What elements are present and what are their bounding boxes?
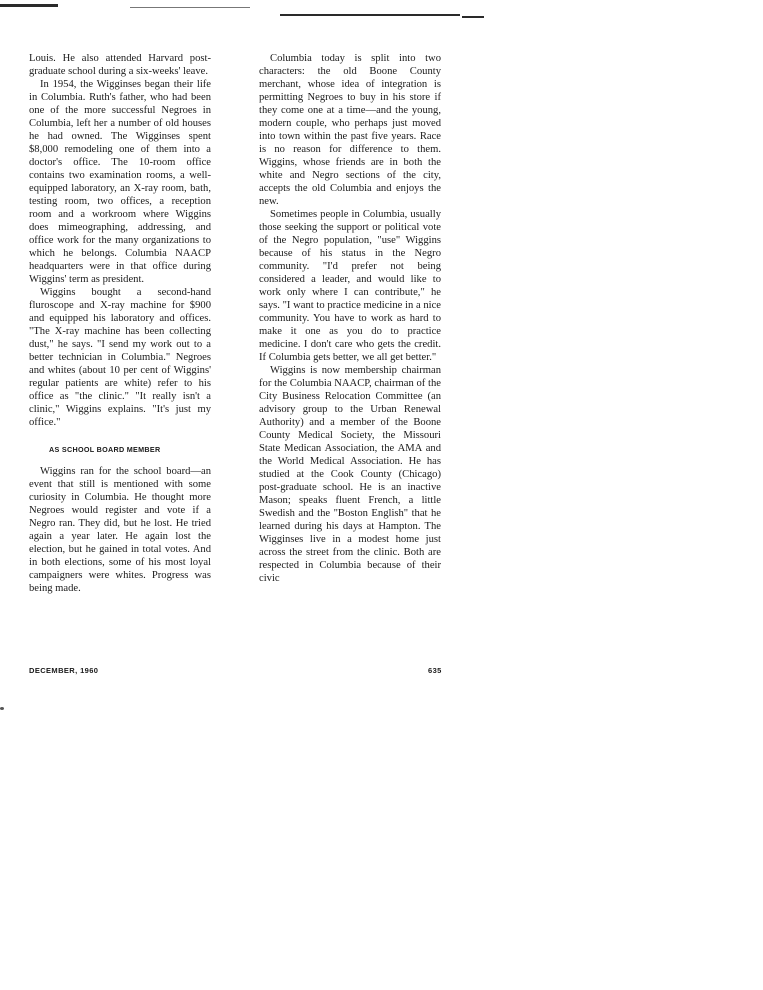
paragraph: Columbia today is split into two characters: the old Boone County merchant, whose idea of integration is permitting Negroes to buy in his store if they come one at a time—and the young, modern couple, who perhaps just moved into town within the past five years. Race is no reason for difference to them. Wiggins, whose friends are in both the white and Negro sections of the city, accepts the old Columbia and enjoys the new. [259,53,441,207]
paragraph: Wiggins ran for the school board—an event that still is mentioned with some curiosity in Columbia. He thought more Negroes would register and vote if a Negro ran. They did, but he lost. He tried again a year later. He again lost the election, but he gained in total votes. And in both elections, some of his most loyal campaigners were whites. Progress was being made. [29,466,211,594]
paragraph: Wiggins bought a second-hand fluroscope and X-ray machine for $900 and equipped his laboratory and offices. "The X-ray machine has been collecting dust," he says. "I send my work out to a better technician in Columbia." Negroes and whites (about 10 per cent of Wiggins' regular patients are white) refer to his office as "the clinic." "It really isn't a clinic," Wiggins explains. "It's just my office." [29,287,211,428]
paragraph: Wiggins is now membership chairman for the Columbia NAACP, chairman of the City Business Relocation Committee (an advisory group to the Urban Renewal Authority) and a member of the Boone County Medical Society, the Missouri State Medican Association, the AMA and the World Medical Association. He has studied at the Cook County (Chicago) post-graduate school. He is an inactive Mason; speaks fluent French, a little Swedish and the "Boston English" that he learned during his days at Hampton. The Wigginses live in a modest home just across the street from the clinic. Both are respected in Columbia because of their civic [259,365,441,584]
left-column [29,52,211,595]
paragraph: Louis. He also attended Harvard post-graduate school during a six-weeks' leave. [29,53,211,77]
scan-artifact-line [130,7,250,8]
paragraph: In 1954, the Wigginses began their life in Columbia. Ruth's father, who had been one of the more successful Negroes in Columbia, left her a number of old houses he had owned. The Wigginses spent $8,000 remodeling one of them into a doctor's office. The 10-room office contains two examination rooms, a well-equipped laboratory, an X-ray room, bath, testing room, two offices, a reception room and a workroom where Wiggins does mimeographing, addressing, and office work for the many organizations to which he belongs. Columbia NAACP headquarters were in that office during Wiggins' term as president. [29,79,211,285]
scan-speck [0,707,4,710]
scan-artifact-line [0,4,58,7]
right-column [259,52,441,585]
footer-date: DECEMBER, 1960 [29,666,99,675]
paragraph: Sometimes people in Columbia, usually those seeking the support or political vote of the Negro population, "use" Wiggins because of his status in the Negro community. "I'd prefer not being considered a leader, and would like to work only where I can contribute," he says. "I want to practice medicine in a nice community. You have to work as hard to make it one as you do to practice medicine. I don't care who gets the credit. If Columbia gets better, we all get better." [259,209,441,363]
scan-artifact-line [462,16,484,18]
scan-artifact-line [280,14,460,16]
section-subhead: AS SCHOOL BOARD MEMBER [49,445,161,454]
page-number: 635 [428,666,442,675]
